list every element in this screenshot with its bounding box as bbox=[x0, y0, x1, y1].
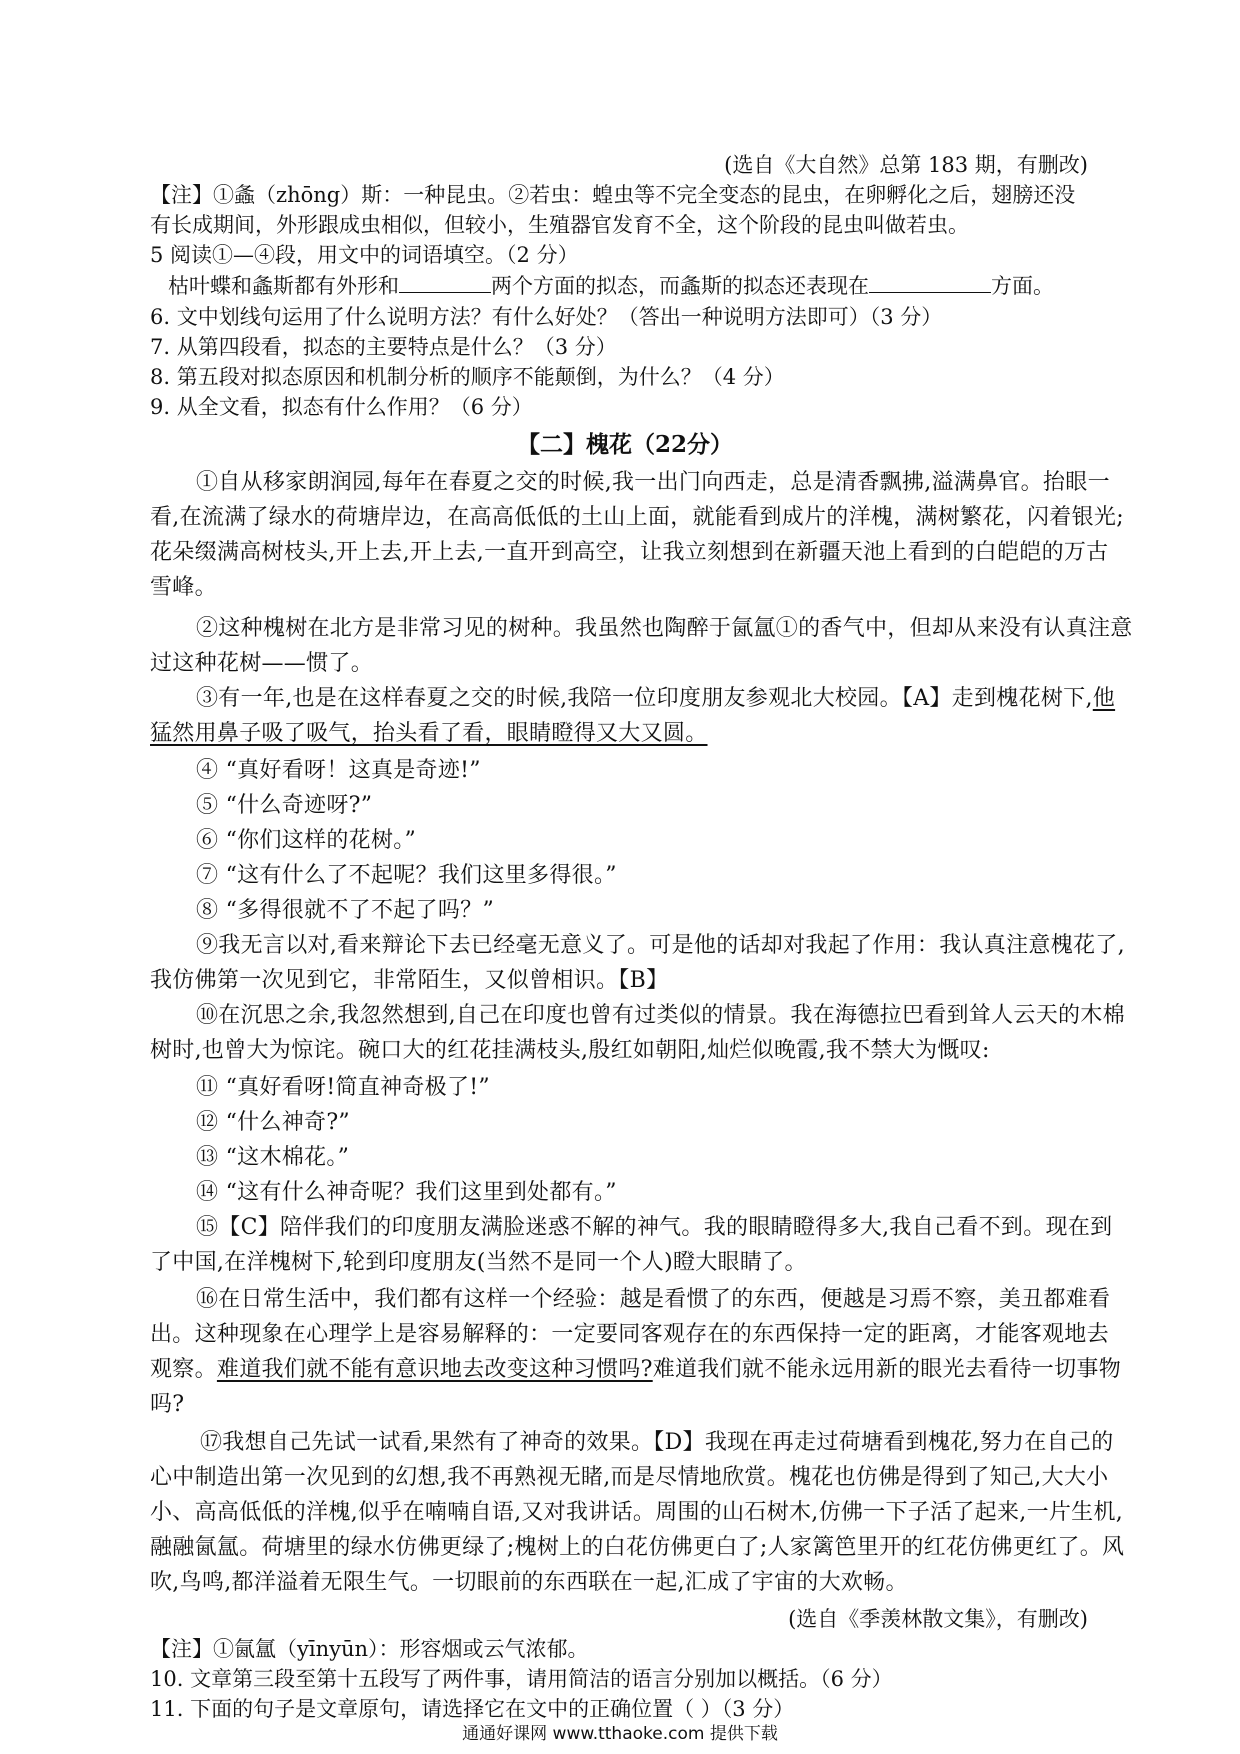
dialog-line: ⑤ “什么奇迹呀?” bbox=[196, 793, 373, 818]
section-title: 【二】槐花（22分） bbox=[516, 431, 733, 458]
paragraph-line: 心中制造出第一次见到的幻想,我不再熟视无睹,而是尽情地欣赏。槐花也仿佛是得到了知己,大大小 bbox=[150, 1465, 1109, 1490]
underlined-sentence: 他 bbox=[1092, 686, 1116, 711]
paragraph-line: 雪峰。 bbox=[150, 575, 217, 600]
dialog-line: ⑭ “这有什么神奇呢？我们这里到处都有。” bbox=[196, 1180, 617, 1205]
question-11: 11. 下面的句子是文章原句，请选择它在文中的正确位置（ ）（3 分） bbox=[150, 1697, 795, 1721]
paragraph-line: 过这种花树——惯了。 bbox=[150, 651, 374, 676]
answer-blank[interactable] bbox=[869, 272, 991, 293]
fill-text: 枯叶蝶和螽斯都有外形和 bbox=[168, 274, 399, 298]
dialog-line: ④ “真好看呀！这真是奇迹!” bbox=[196, 758, 481, 783]
dialog-line: ⑥ “你们这样的花树。” bbox=[196, 828, 417, 853]
paragraph-line: 吹,鸟鸣,都洋溢着无限生气。一切眼前的东西联在一起,汇成了宇宙的大欢畅。 bbox=[150, 1570, 908, 1595]
paragraph-line: 吗? bbox=[150, 1392, 185, 1417]
annotation-line: 有长成期间，外形跟成虫相似，但较小，生殖器官发育不全，这个阶段的昆虫叫做若虫。 bbox=[150, 213, 969, 237]
paragraph-line: 小、高高低低的洋槐,似乎在喃喃自语,又对我讲话。周围的山石树木,仿佛一下子活了起来,一片生机, bbox=[150, 1500, 1124, 1525]
source-citation: (选自《大自然》总第 183 期，有删改) bbox=[724, 153, 1088, 177]
paragraph-line: ①自从移家朗润园,每年在春夏之交的时候,我一出门向西走，总是清香飘拂,溢满鼻官。抬眼一 bbox=[196, 470, 1110, 495]
question-9: 9. 从全文看，拟态有什么作用？（6 分） bbox=[150, 395, 533, 419]
paragraph-text: ③有一年,也是在这样春夏之交的时候,我陪一位印度朋友参观北大校园。【A】走到槐花树下, bbox=[196, 686, 1093, 711]
underlined-sentence: 难道我们就不能有意识地去改变这种习惯吗? bbox=[216, 1357, 653, 1382]
underlined-sentence: 猛然用鼻子吸了吸气，抬头看了看，眼睛瞪得又大又圆。 bbox=[150, 721, 708, 746]
paragraph-line: ⑯在日常生活中，我们都有这样一个经验：越是看惯了的东西，便越是习焉不察，美丑都难看 bbox=[196, 1287, 1111, 1312]
dialog-line: ⑫ “什么神奇?” bbox=[196, 1110, 350, 1135]
paragraph-line: 花朵缀满高树枝头,开上去,开上去,一直开到高空，让我立刻想到在新疆天池上看到的白皑皑的万古 bbox=[150, 540, 1109, 565]
paragraph-line bbox=[150, 719, 1100, 749]
question-10: 10. 文章第三段至第十五段写了两件事，请用简洁的语言分别加以概括。（6 分） bbox=[150, 1667, 893, 1691]
paragraph-line: 我仿佛第一次见到它，非常陌生，又似曾相识。【B】 bbox=[150, 968, 669, 993]
paragraph-line: ②这种槐树在北方是非常习见的树种。我虽然也陶醉于氤氲①的香气中，但却从来没有认真注意 bbox=[196, 616, 1133, 641]
paragraph-line bbox=[196, 684, 1146, 714]
paragraph-line bbox=[150, 1355, 1122, 1385]
annotation-line: 【注】①螽（zhōng）斯：一种昆虫。②若虫：蝗虫等不完全变态的昆虫，在卵孵化之后，翅膀还没 bbox=[150, 183, 1076, 207]
paragraph-line: 融融氤氲。荷塘里的绿水仿佛更绿了;槐树上的白花仿佛更白了;人家篱笆里开的红花仿佛更红了。风 bbox=[150, 1535, 1125, 1560]
dialog-line: ⑪ “真好看呀!简直神奇极了!” bbox=[196, 1075, 490, 1100]
paragraph-line: ⑰我想自己先试一试看,果然有了神奇的效果。【D】我现在再走过荷塘看到槐花,努力在自己的 bbox=[200, 1430, 1114, 1455]
paragraph-line: 了中国,在洋槐树下,轮到印度朋友(当然不是同一个人)瞪大眼睛了。 bbox=[150, 1250, 807, 1275]
question-7: 7. 从第四段看，拟态的主要特点是什么？（3 分） bbox=[150, 335, 617, 359]
question-8: 8. 第五段对拟态原因和机制分析的顺序不能颠倒，为什么？（4 分） bbox=[150, 365, 785, 389]
fill-text: 方面。 bbox=[991, 274, 1054, 298]
question-6: 6. 文中划线句运用了什么说明方法？有什么好处？（答出一种说明方法即可）（3 分） bbox=[150, 305, 943, 329]
answer-blank[interactable] bbox=[399, 272, 491, 293]
paragraph-line: ⑨我无言以对,看来辩论下去已经毫无意义了。可是他的话却对我起了作用：我认真注意槐花了, bbox=[196, 933, 1125, 958]
page-footer: 通通好课网 www.tthaoke.com 提供下载 bbox=[462, 1724, 778, 1744]
fill-text: 两个方面的拟态，而螽斯的拟态还表现在 bbox=[491, 274, 869, 298]
paragraph-text: 观察。 bbox=[150, 1357, 217, 1382]
annotation-line: 【注】①氤氲（yīnyūn）：形容烟或云气浓郁。 bbox=[150, 1637, 589, 1661]
question-5: 5 阅读①—④段，用文中的词语填空。（2 分） bbox=[150, 243, 579, 267]
paragraph-line: ⑮【C】陪伴我们的印度朋友满脸迷惑不解的神气。我的眼睛瞪得多大,我自己看不到。现在到 bbox=[196, 1215, 1113, 1240]
paragraph-line: ⑩在沉思之余,我忽然想到,自己在印度也曾有过类似的情景。我在海德拉巴看到耸人云天的木棉 bbox=[196, 1003, 1125, 1028]
paragraph-line: 出。这种现象在心理学上是容易解释的：一定要同客观存在的东西保持一定的距离，才能客观地去 bbox=[150, 1322, 1109, 1347]
source-citation: (选自《季羡林散文集》，有删改) bbox=[788, 1607, 1088, 1631]
dialog-line: ⑬ “这木棉花。” bbox=[196, 1145, 350, 1170]
paragraph-text: 难道我们就不能永远用新的眼光去看待一切事物 bbox=[652, 1357, 1122, 1382]
question-5-fill bbox=[168, 271, 1118, 301]
dialog-line: ⑧ “多得很就不了不起了吗？” bbox=[196, 898, 494, 923]
paragraph-line: 看,在流满了绿水的荷塘岸边，在高高低低的土山上面，就能看到成片的洋槐，满树繁花，闪着银光; bbox=[150, 505, 1124, 530]
paragraph-line: 树时,也曾大为惊诧。碗口大的红花挂满枝头,殷红如朝阳,灿烂似晚霞,我不禁大为慨叹: bbox=[150, 1038, 990, 1063]
dialog-line: ⑦ “这有什么了不起呢？我们这里多得很。” bbox=[196, 863, 617, 888]
